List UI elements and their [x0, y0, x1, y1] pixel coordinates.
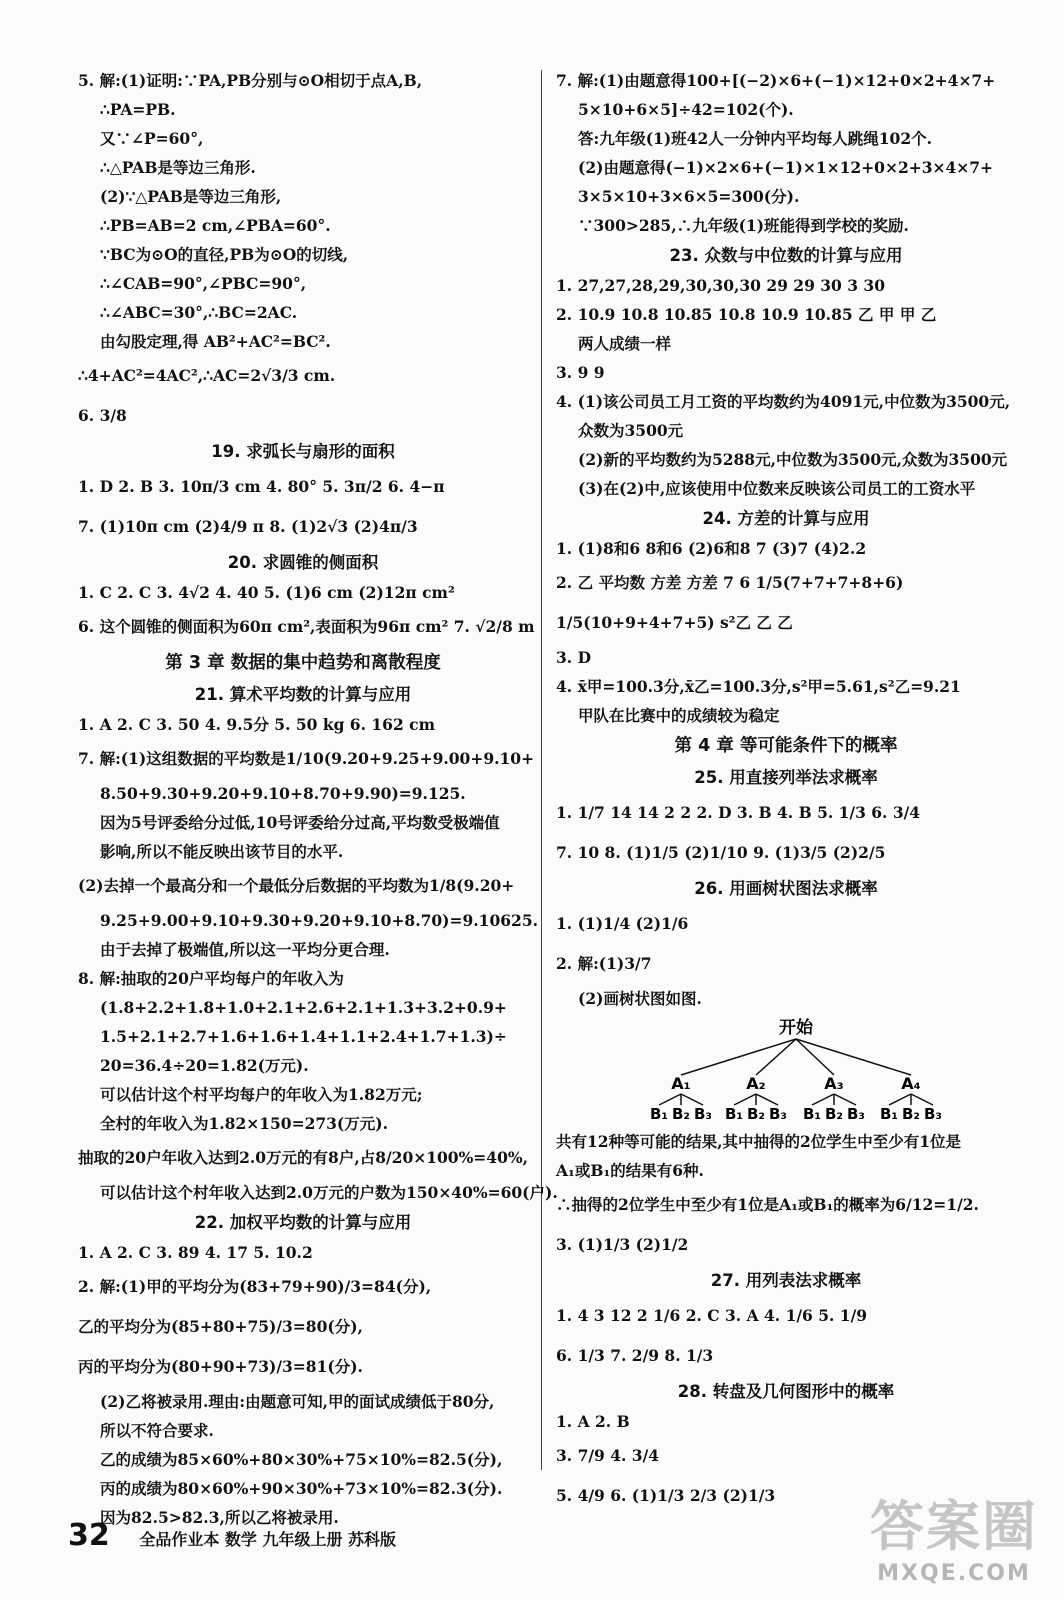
tree-leaf: B₂ — [746, 1105, 766, 1123]
answer-line: ∴PB=AB=2 cm,∠PBA=60°. — [100, 216, 331, 235]
watermark-logo — [870, 1484, 1038, 1586]
answer-line: 5. 4/9 6. (1)1/3 2/3 (2)1/3 — [556, 1486, 776, 1505]
answer-line: 6. 这个圆锥的侧面积为60π cm²,表面积为96π cm² 7. √2/8 m — [78, 617, 535, 636]
answer-line: 可以估计这个村平均每户的年收入为1.82万元; — [100, 1085, 423, 1104]
answer-line: 所以不符合要求. — [100, 1421, 214, 1440]
answer-line: 丙的成绩为80×60%+90×30%+73×10%=82.3(分). — [100, 1479, 503, 1498]
answer-line: 7. 解:(1)这组数据的平均数是1/10(9.20+9.25+9.00+9.10+ — [78, 749, 535, 768]
section-title: 20. 求圆锥的侧面积 — [227, 553, 379, 572]
section-title: 26. 用画树状图法求概率 — [694, 879, 878, 898]
answer-line: 6. 3/8 — [78, 406, 127, 425]
answer-line: ∴抽得的2位学生中至少有1位是A₁或B₁的概率为6/12=1/2. — [556, 1195, 979, 1214]
tree-diagram-svg — [556, 1015, 943, 1125]
answer-line: 1. A 2. C 3. 89 4. 17 5. 10.2 — [78, 1243, 313, 1262]
tree-node-1: A₁ — [671, 1074, 691, 1093]
answer-line: 2. 解:(1)甲的平均分为(83+79+90)/3=84(分), — [78, 1277, 432, 1296]
tree-sub-branch — [756, 1094, 778, 1105]
answer-line: 2. 乙 平均数 方差 方差 7 6 1/5(7+7+7+8+6) — [556, 573, 904, 592]
answer-line: 8. 解:抽取的20户平均每户的年收入为 — [78, 969, 344, 988]
tree-leaf: B₁ — [879, 1105, 899, 1123]
answer-line: ∴∠ABC=30°,∴BC=2AC. — [100, 303, 298, 322]
answer-line: 甲队在比赛中的成绩较为稳定 — [578, 706, 780, 725]
tree-leaf: B₂ — [901, 1105, 921, 1123]
tree-leaf: B₃ — [693, 1105, 713, 1123]
right-column — [556, 66, 1016, 1516]
answer-line: 3. (1)1/3 (2)1/2 — [556, 1235, 689, 1254]
answer-line: 共有12种等可能的结果,其中抽得的2位学生中至少有1位是 — [556, 1132, 962, 1151]
section-title: 25. 用直接列举法求概率 — [694, 768, 878, 787]
column-divider — [541, 70, 542, 1470]
answer-line: 1. D 2. B 3. 10π/3 cm 4. 80° 5. 3π/2 6. 4−π — [78, 477, 445, 496]
answer-line: 3. D — [556, 648, 592, 667]
answer-line: 3×5×10+3×6×5=300(分). — [578, 187, 800, 206]
answer-line: 由勾股定理,得 AB²+AC²=BC². — [100, 332, 331, 351]
tree-branch — [756, 1039, 796, 1075]
tree-diagram — [556, 1015, 1016, 1125]
answer-line: 乙的成绩为85×60%+80×30%+75×10%=82.5(分), — [100, 1450, 503, 1469]
tree-node-2: A₂ — [746, 1074, 766, 1093]
chapter-title: 第 3 章 数据的集中趋势和离散程度 — [165, 653, 441, 673]
answer-line: 丙的平均分为(80+90+73)/3=81(分). — [78, 1357, 363, 1376]
answer-line: (2)画树状图如图. — [578, 989, 702, 1008]
left-column — [78, 66, 558, 1532]
answer-line: 又∵∠P=60°, — [100, 129, 204, 148]
answer-line: 答:九年级(1)班42人一分钟内平均每人跳绳102个. — [578, 129, 932, 148]
section-title: 19. 求弧长与扇形的面积 — [211, 442, 395, 461]
answer-line: 1. (1)1/4 (2)1/6 — [556, 914, 689, 933]
answer-line: A₁或B₁的结果有6种. — [556, 1161, 704, 1180]
answer-line: 7. 解:(1)由题意得100+[(−2)×6+(−1)×12+0×2+4×7+ — [556, 71, 996, 90]
answer-line: 1. 27,27,28,29,30,30,30 29 29 30 3 30 — [556, 276, 885, 295]
tree-leaf: B₃ — [923, 1105, 943, 1123]
answer-line: 20=36.4÷20=1.82(万元). — [100, 1056, 309, 1075]
section-title: 21. 算术平均数的计算与应用 — [194, 685, 412, 704]
answer-line: 1. A 2. C 3. 50 4. 9.5分 5. 50 kg 6. 162 cm — [78, 715, 435, 734]
answer-line: (3)在(2)中,应该使用中位数来反映该公司员工的工资水平 — [578, 479, 976, 498]
answer-line: 因为82.5>82.3,所以乙将被录用. — [100, 1508, 339, 1527]
answer-line: 众数为3500元 — [578, 421, 684, 440]
page-number: 32 — [68, 1518, 110, 1553]
tree-leaf: B₃ — [768, 1105, 788, 1123]
tree-sub-branch — [734, 1094, 756, 1105]
answer-line: ∵BC为⊙O的直径,PB为⊙O的切线, — [100, 245, 349, 264]
answer-line: 7. 10 8. (1)1/5 (2)1/10 9. (1)3/5 (2)2/5 — [556, 843, 886, 862]
answer-line: (2)由题意得(−1)×2×6+(−1)×1×12+0×2+3×4×7+ — [578, 158, 994, 177]
tree-sub-branch — [834, 1094, 856, 1105]
answer-line: ∴PA=PB. — [100, 100, 176, 119]
watermark-mark: 答案圈 — [870, 1495, 1038, 1558]
answer-line: 抽取的20户年收入达到2.0万元的有8户,占8/20×100%=40%, — [78, 1148, 528, 1167]
answer-line: 7. (1)10π cm (2)4/9 π 8. (1)2√3 (2)4π/3 — [78, 517, 418, 536]
tree-leaf: B₃ — [846, 1105, 866, 1123]
tree-sub-branch — [889, 1094, 911, 1105]
section-title: 28. 转盘及几何图形中的概率 — [677, 1382, 895, 1401]
answer-line: 全村的年收入为1.82×150=273(万元). — [100, 1114, 388, 1133]
tree-node-4: A₄ — [901, 1074, 921, 1093]
tree-branch — [681, 1039, 796, 1075]
answer-line: 因为5号评委给分过低,10号评委给分过高,平均数受极端值 — [100, 813, 500, 832]
tree-root-label: 开始 — [779, 1018, 813, 1038]
answer-line: 4. x̄甲=100.3分,x̄乙=100.3分,s²甲=5.61,s²乙=9.21 — [556, 677, 961, 696]
chapter-title: 第 4 章 等可能条件下的概率 — [674, 736, 898, 756]
answer-line: 可以估计这个村年收入达到2.0万元的户数为150×40%=60(户). — [100, 1183, 558, 1202]
section-title: 24. 方差的计算与应用 — [702, 509, 870, 528]
section-title: 22. 加权平均数的计算与应用 — [194, 1213, 412, 1232]
answer-line: (1.8+2.2+1.8+1.0+2.1+2.6+2.1+1.3+3.2+0.9+ — [100, 998, 507, 1017]
tree-sub-branch — [681, 1094, 703, 1105]
tree-sub-branch — [812, 1094, 834, 1105]
answer-line: 1.5+2.1+2.7+1.6+1.6+1.4+1.1+2.4+1.7+1.3)÷ — [100, 1027, 507, 1046]
answer-line: (2)乙将被录用.理由:由题意可知,甲的面试成绩低于80分, — [100, 1392, 495, 1411]
tree-sub-branch — [911, 1094, 933, 1105]
tree-leaf: B₁ — [724, 1105, 744, 1123]
section-title: 27. 用列表法求概率 — [710, 1271, 862, 1290]
answer-line: (2)∵△PAB是等边三角形, — [100, 187, 282, 206]
answer-line: 1/5(10+9+4+7+5) s²乙 乙 乙 — [556, 613, 793, 632]
answer-line: (2)新的平均数约为5288元,中位数为3500元,众数为3500元 — [578, 450, 1008, 469]
answer-line: 3. 7/9 4. 3/4 — [556, 1446, 660, 1465]
answer-line: 2. 解:(1)3/7 — [556, 954, 652, 973]
section-title: 23. 众数与中位数的计算与应用 — [669, 246, 903, 265]
tree-sub-branch — [659, 1094, 681, 1105]
answer-line: (2)去掉一个最高分和一个最低分后数据的平均数为1/8(9.20+ — [78, 876, 515, 895]
answer-line: ∴4+AC²=4AC²,∴AC=2√3/3 cm. — [78, 366, 336, 385]
tree-leaf: B₁ — [649, 1105, 669, 1123]
answer-line: 3. 9 9 — [556, 363, 605, 382]
answer-line: 1. (1)8和6 8和6 (2)6和8 7 (3)7 (4)2.2 — [556, 539, 867, 558]
answer-line: 1. 4 3 12 2 1/6 2. C 3. A 4. 1/6 5. 1/9 — [556, 1306, 868, 1325]
answer-line: 1. C 2. C 3. 4√2 4. 40 5. (1)6 cm (2)12π cm² — [78, 583, 455, 602]
answer-line: ∴∠CAB=90°,∠PBC=90°, — [100, 274, 307, 293]
answer-line: 9.25+9.00+9.10+9.30+9.20+9.10+8.70)=9.10625. — [100, 911, 539, 930]
tree-leaf: B₂ — [824, 1105, 844, 1123]
answer-line: 1. 1/7 14 14 2 2 2. D 3. B 4. B 5. 1/3 6. 3/4 — [556, 803, 921, 822]
answer-line: 4. (1)该公司员工月工资的平均数约为4091元,中位数为3500元, — [556, 392, 1011, 411]
answer-line: 6. 1/3 7. 2/9 8. 1/3 — [556, 1346, 714, 1365]
tree-node-3: A₃ — [824, 1074, 844, 1093]
watermark-site: MXQE.COM — [877, 1561, 1031, 1586]
answer-line: ∴△PAB是等边三角形. — [100, 158, 256, 177]
answer-line: 两人成绩一样 — [578, 334, 672, 353]
answer-line: 2. 10.9 10.8 10.85 10.8 10.9 10.85 乙 甲 甲 乙 — [556, 305, 937, 324]
answer-line: 影响,所以不能反映出该节目的水平. — [100, 842, 344, 861]
page-footer — [68, 1516, 396, 1556]
answer-line: 5. 解:(1)证明:∵PA,PB分别与⊙O相切于点A,B, — [78, 71, 423, 90]
answer-line: 5×10+6×5]÷42=102(个). — [578, 100, 794, 119]
answer-line: 1. A 2. B — [556, 1412, 630, 1431]
tree-leaf: B₁ — [802, 1105, 822, 1123]
answer-line: 由于去掉了极端值,所以这一平均分更合理. — [100, 940, 390, 959]
tree-leaf: B₂ — [671, 1105, 691, 1123]
book-title: 全品作业本 数学 九年级上册 苏科版 — [139, 1530, 397, 1549]
answer-line: 乙的平均分为(85+80+75)/3=80(分), — [78, 1317, 363, 1336]
answer-line: 8.50+9.30+9.20+9.10+8.70+9.90)=9.125. — [100, 784, 466, 803]
tree-branch — [796, 1039, 911, 1075]
answer-line: ∵300>285,∴九年级(1)班能得到学校的奖励. — [578, 216, 909, 235]
